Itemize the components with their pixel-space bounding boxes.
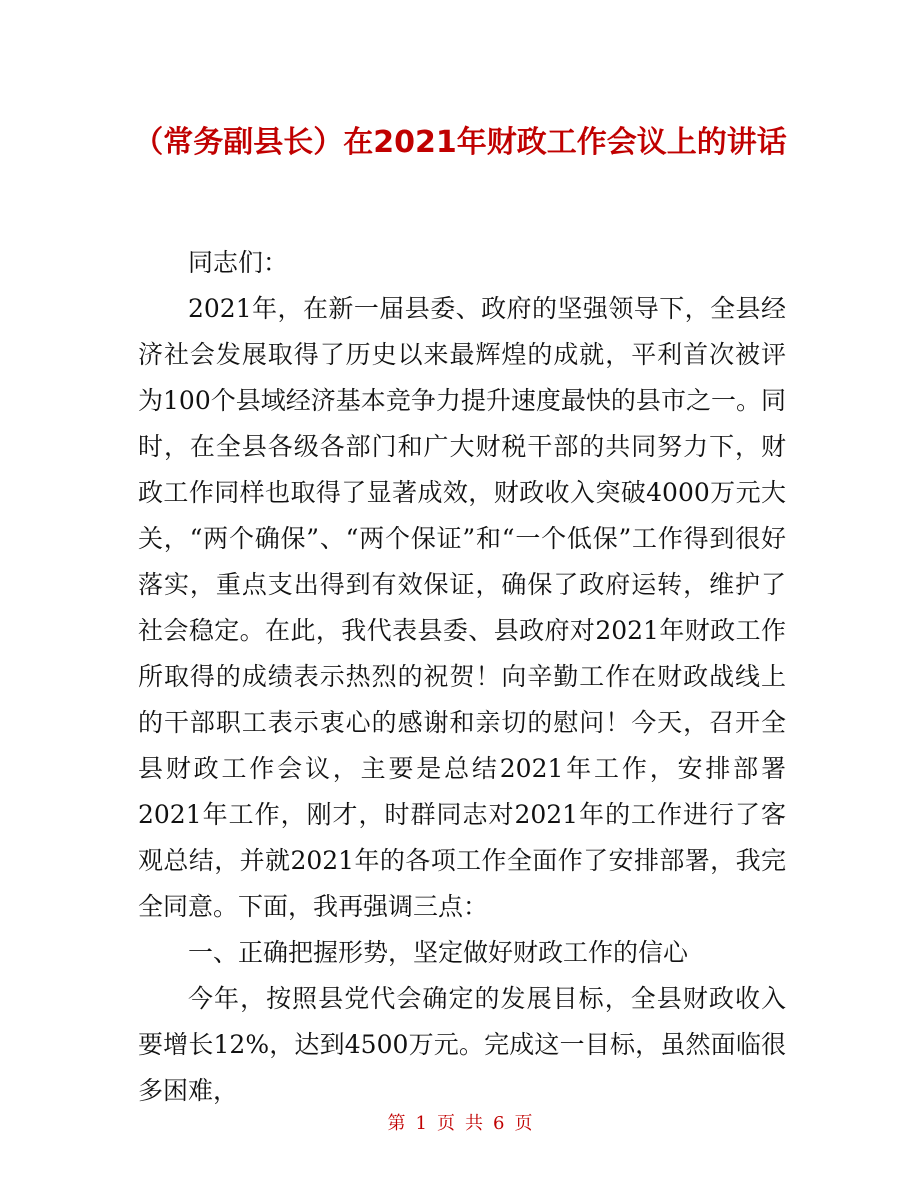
footer-current-page: 1	[415, 1113, 427, 1134]
section-heading: 一、正确把握形势，坚定做好财政工作的信心	[188, 938, 689, 967]
footer-total-suffix: 页	[514, 1113, 533, 1134]
body-paragraph: 2021年，在新一届县委、政府的坚强领导下，全县经济社会发展取得了历史以来最辉煌的成就，平利首次被评为100个县域经济基本竞争力提升速度最快的县市之一。同时，在全县各级各部门和广大财税干部的共同努力下，财政工作同样也取得了显著成效，财政收入突破4000万元大关，“两个确保”、“两个保证”和“一个低保”工作得到很好落实，重点支出得到有效保证，确保了政府运转，维护了社会稳定。在此，我代表县委、县政府对2021年财政工作所取得的成绩表示热烈的祝贺！向辛勤工作在财政战线上的干部职工表示衷心的感谢和亲切的慰问！今天，召开全县财政工作会议，主要是总结2021年工作，安排部署2021年工作，刚才，时群同志对2021年的工作进行了客观总结，并就2021年的各项工作全面作了安排部署，我完全同意。下面，我再强调三点：	[138, 294, 786, 921]
footer-page-prefix: 第	[387, 1113, 406, 1134]
footer-page-mid: 页	[437, 1113, 455, 1134]
body-paragraph: 今年，按照县党代会确定的发展目标，全县财政收入要增长12%，达到4500万元。完成这一目标，虽然面临很多困难，	[138, 984, 786, 1105]
document-body	[138, 240, 786, 1114]
page-footer	[0, 1112, 920, 1136]
salutation-paragraph: 同志们：	[188, 248, 289, 277]
footer-total-pages: 6	[493, 1113, 505, 1134]
footer-total-prefix: 共	[465, 1113, 483, 1134]
document-title: （常务副县长）在2021年财政工作会议上的讲话	[133, 125, 787, 160]
